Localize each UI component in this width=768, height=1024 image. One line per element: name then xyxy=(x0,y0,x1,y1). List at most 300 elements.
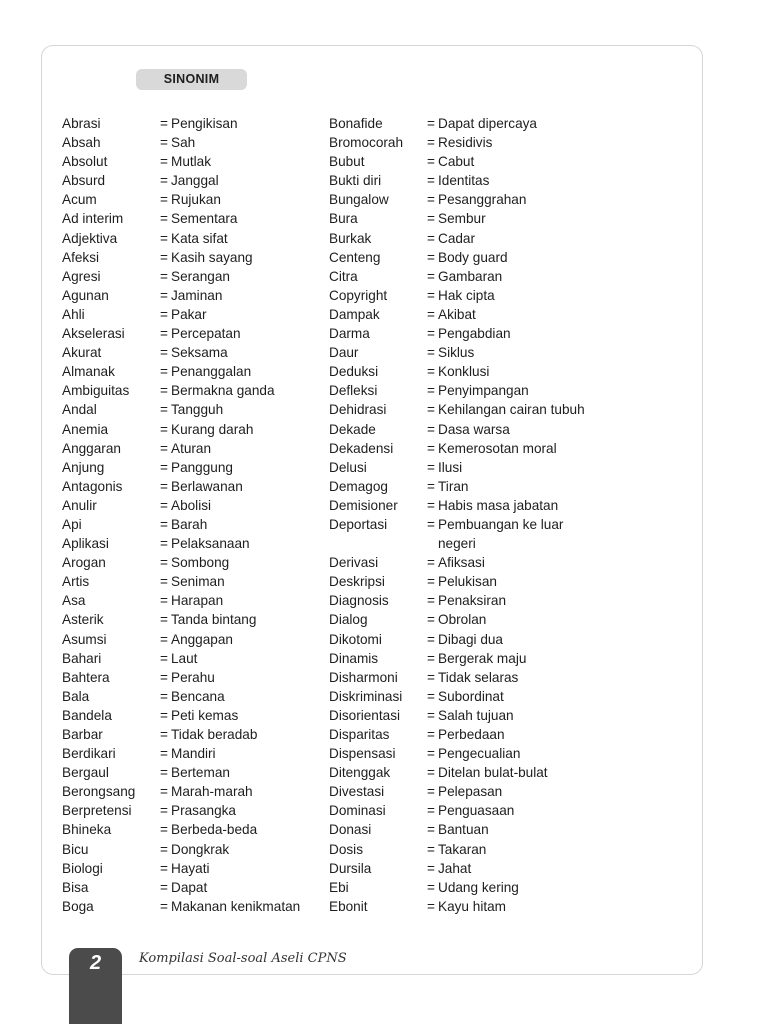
entry-term: Asterik xyxy=(62,612,104,628)
entry-term: Dialog xyxy=(329,612,368,628)
synonym-entry xyxy=(329,706,593,725)
entry-term: Asa xyxy=(62,593,86,609)
entry-term: Dehidrasi xyxy=(329,402,387,418)
entry-equals: = xyxy=(427,593,435,609)
synonym-entry xyxy=(329,668,593,687)
entry-meaning: Sementara xyxy=(171,211,238,227)
synonym-entry xyxy=(62,820,300,839)
entry-meaning: Panggung xyxy=(171,459,233,475)
entry-equals: = xyxy=(160,898,168,914)
entry-meaning: Pembuangan ke luar negeri xyxy=(438,516,564,552)
entry-term: Berpretensi xyxy=(62,803,132,819)
entry-equals: = xyxy=(427,497,435,513)
entry-equals: = xyxy=(427,154,435,170)
entry-meaning: Pakar xyxy=(171,306,207,322)
synonym-column-left xyxy=(62,114,300,916)
entry-meaning: Kurang darah xyxy=(171,421,254,437)
entry-term: Delusi xyxy=(329,459,367,475)
entry-meaning: Pengecualian xyxy=(438,746,521,762)
synonym-entry xyxy=(62,400,300,419)
synonym-entry xyxy=(329,477,593,496)
synonym-entry xyxy=(329,439,593,458)
entry-term: Ambiguitas xyxy=(62,383,130,399)
synonym-entry xyxy=(329,133,593,152)
synonym-entry xyxy=(62,591,300,610)
synonym-entry xyxy=(329,324,593,343)
entry-term: Dikotomi xyxy=(329,631,382,647)
entry-equals: = xyxy=(427,383,435,399)
entry-term: Biologi xyxy=(62,860,103,876)
synonym-entry xyxy=(329,381,593,400)
entry-meaning: Salah tujuan xyxy=(438,707,514,723)
entry-term: Anulir xyxy=(62,497,97,513)
synonym-entry xyxy=(329,400,593,419)
entry-equals: = xyxy=(160,860,168,876)
entry-meaning: Dongkrak xyxy=(171,841,230,857)
entry-term: Deskripsi xyxy=(329,574,385,590)
entry-equals: = xyxy=(160,230,168,246)
entry-equals: = xyxy=(160,402,168,418)
entry-meaning: Kasih sayang xyxy=(171,249,253,265)
synonym-entry xyxy=(329,687,593,706)
entry-equals: = xyxy=(427,574,435,590)
entry-meaning: Berbeda-beda xyxy=(171,822,258,838)
entry-meaning: Mutlak xyxy=(171,154,212,170)
entry-meaning: Makanan kenikmatan xyxy=(171,898,301,914)
entry-meaning: Pelaksanaan xyxy=(171,536,250,552)
synonym-entry xyxy=(329,209,593,228)
entry-equals: = xyxy=(427,898,435,914)
entry-equals: = xyxy=(160,173,168,189)
entry-meaning: Mandiri xyxy=(171,746,216,762)
entry-meaning: Sombong xyxy=(171,555,230,571)
entry-term: Dursila xyxy=(329,860,372,876)
entry-equals: = xyxy=(427,421,435,437)
entry-term: Agunan xyxy=(62,287,109,303)
synonym-entry xyxy=(62,706,300,725)
entry-meaning: Bantuan xyxy=(438,822,489,838)
entry-equals: = xyxy=(160,192,168,208)
entry-meaning: Afiksasi xyxy=(438,555,485,571)
entry-meaning: Perahu xyxy=(171,669,215,685)
entry-equals: = xyxy=(427,116,435,131)
synonym-entry xyxy=(329,248,593,267)
entry-term: Barbar xyxy=(62,727,103,742)
entry-meaning: Seniman xyxy=(171,574,225,590)
entry-equals: = xyxy=(427,860,435,876)
entry-meaning: Dapat xyxy=(171,879,208,895)
entry-term: Anjung xyxy=(62,459,105,475)
entry-equals: = xyxy=(160,688,168,704)
entry-meaning: Pesanggrahan xyxy=(438,192,527,208)
entry-term: Dosis xyxy=(329,841,363,857)
entry-meaning: Habis masa jabatan xyxy=(438,497,559,513)
entry-meaning: Bencana xyxy=(171,688,225,704)
entry-meaning: Cadar xyxy=(438,230,476,246)
entry-equals: = xyxy=(160,593,168,609)
entry-meaning: Kata sifat xyxy=(171,230,228,246)
entry-meaning: Dasa warsa xyxy=(438,421,510,437)
entry-equals: = xyxy=(427,364,435,380)
synonym-entry xyxy=(329,820,593,839)
entry-meaning: Serangan xyxy=(171,268,230,284)
entry-term: Bukti diri xyxy=(329,173,382,189)
entry-term: Disparitas xyxy=(329,727,390,742)
synonym-entry xyxy=(62,496,300,515)
entry-term: Burkak xyxy=(329,230,372,246)
entry-term: Bahari xyxy=(62,650,102,666)
entry-term: Copyright xyxy=(329,287,388,303)
entry-meaning: Penyimpangan xyxy=(438,383,529,399)
synonym-entry xyxy=(329,763,593,782)
synonym-entry xyxy=(329,725,593,744)
section-title: SINONIM xyxy=(136,69,247,90)
entry-meaning: Gambaran xyxy=(438,268,503,284)
synonym-entry xyxy=(329,267,593,286)
entry-equals: = xyxy=(427,765,435,781)
entry-meaning: Pengikisan xyxy=(171,116,238,131)
entry-term: Dominasi xyxy=(329,803,386,819)
synonym-entry xyxy=(62,248,300,267)
entry-equals: = xyxy=(160,364,168,380)
entry-equals: = xyxy=(427,478,435,494)
entry-equals: = xyxy=(160,669,168,685)
synonym-entry xyxy=(62,840,300,859)
synonym-entry xyxy=(62,878,300,897)
entry-meaning: Anggapan xyxy=(171,631,233,647)
entry-equals: = xyxy=(427,287,435,303)
synonym-entry xyxy=(62,801,300,820)
entry-meaning: Takaran xyxy=(438,841,487,857)
entry-equals: = xyxy=(160,784,168,800)
entry-equals: = xyxy=(160,879,168,895)
entry-term: Daur xyxy=(329,345,359,361)
entry-term: Berdikari xyxy=(62,746,116,762)
synonym-entry xyxy=(329,649,593,668)
entry-term: Bromocorah xyxy=(329,135,404,151)
entry-equals: = xyxy=(427,784,435,800)
synonym-column-right xyxy=(329,114,593,916)
entry-term: Dampak xyxy=(329,306,380,322)
entry-term: Anemia xyxy=(62,421,109,437)
synonym-entry xyxy=(329,897,593,916)
entry-meaning: Dibagi dua xyxy=(438,631,503,647)
synonym-entry xyxy=(62,286,300,305)
entry-meaning: Identitas xyxy=(438,173,490,189)
entry-term: Dekadensi xyxy=(329,440,394,456)
entry-meaning: Percepatan xyxy=(171,326,241,342)
entry-meaning: Penanggalan xyxy=(171,364,252,380)
synonym-entry xyxy=(329,229,593,248)
synonym-entry xyxy=(329,496,593,515)
entry-term: Bergaul xyxy=(62,765,109,781)
entry-equals: = xyxy=(160,135,168,151)
synonym-entry xyxy=(62,267,300,286)
entry-meaning: Hak cipta xyxy=(438,287,495,303)
entry-meaning: Kehilangan cairan tubuh xyxy=(438,402,585,418)
entry-equals: = xyxy=(427,822,435,838)
entry-meaning: Peti kemas xyxy=(171,707,239,723)
entry-equals: = xyxy=(427,688,435,704)
entry-term: Bala xyxy=(62,688,90,704)
entry-equals: = xyxy=(160,154,168,170)
synonym-entry xyxy=(62,362,300,381)
entry-term: Bura xyxy=(329,211,358,227)
entry-equals: = xyxy=(427,803,435,819)
entry-term: Ahli xyxy=(62,306,85,322)
synonym-entry xyxy=(329,114,593,133)
entry-meaning: Subordinat xyxy=(438,688,504,704)
synonym-entry xyxy=(62,744,300,763)
entry-term: Arogan xyxy=(62,555,106,571)
synonym-entry xyxy=(329,152,593,171)
entry-equals: = xyxy=(427,459,435,475)
synonym-entry xyxy=(62,859,300,878)
entry-term: Defleksi xyxy=(329,383,378,399)
synonym-entry xyxy=(62,668,300,687)
entry-equals: = xyxy=(427,669,435,685)
synonym-entry xyxy=(329,515,593,553)
entry-equals: = xyxy=(160,574,168,590)
entry-term: Dispensasi xyxy=(329,746,396,762)
entry-meaning: Kemerosotan moral xyxy=(438,440,557,456)
entry-meaning: Kayu hitam xyxy=(438,898,507,914)
entry-meaning: Janggal xyxy=(171,173,219,189)
synonym-entry xyxy=(62,381,300,400)
entry-equals: = xyxy=(160,497,168,513)
synonym-entry xyxy=(329,610,593,629)
entry-equals: = xyxy=(427,516,435,532)
entry-term: Bungalow xyxy=(329,192,389,208)
entry-term: Ebi xyxy=(329,879,349,895)
entry-meaning: Laut xyxy=(171,650,198,666)
entry-term: Afeksi xyxy=(62,249,100,265)
entry-meaning: Pelepasan xyxy=(438,784,503,800)
entry-meaning: Jahat xyxy=(438,860,472,876)
entry-equals: = xyxy=(160,612,168,628)
entry-term: Bhineka xyxy=(62,822,112,838)
synonym-entry xyxy=(62,725,300,744)
entry-term: Derivasi xyxy=(329,555,379,571)
entry-equals: = xyxy=(427,650,435,666)
entry-meaning: Aturan xyxy=(171,440,212,456)
entry-meaning: Obrolan xyxy=(438,612,487,628)
entry-equals: = xyxy=(160,650,168,666)
entry-term: Boga xyxy=(62,898,94,914)
entry-term: Diagnosis xyxy=(329,593,389,609)
book-title: Kompilasi Soal-soal Aseli CPNS xyxy=(139,951,347,966)
synonym-entry xyxy=(329,744,593,763)
entry-equals: = xyxy=(427,841,435,857)
entry-term: Agresi xyxy=(62,268,101,284)
synonym-entry xyxy=(62,534,300,553)
entry-meaning: Barah xyxy=(171,516,208,532)
entry-equals: = xyxy=(160,536,168,552)
entry-equals: = xyxy=(160,631,168,647)
entry-equals: = xyxy=(160,287,168,303)
entry-equals: = xyxy=(427,612,435,628)
entry-equals: = xyxy=(160,116,168,131)
entry-term: Absolut xyxy=(62,154,108,170)
synonym-entry xyxy=(62,458,300,477)
entry-term: Demagog xyxy=(329,478,388,494)
entry-term: Bicu xyxy=(62,841,89,857)
entry-meaning: Jaminan xyxy=(171,287,223,303)
entry-meaning: Tangguh xyxy=(171,402,224,418)
entry-equals: = xyxy=(427,326,435,342)
entry-equals: = xyxy=(427,746,435,762)
synonym-entry xyxy=(329,591,593,610)
entry-meaning: Pelukisan xyxy=(438,574,497,590)
synonym-entry xyxy=(62,439,300,458)
entry-term: Anggaran xyxy=(62,440,121,456)
entry-equals: = xyxy=(427,173,435,189)
entry-equals: = xyxy=(160,555,168,571)
entry-term: Akurat xyxy=(62,345,102,361)
page-number: 2 xyxy=(89,952,102,974)
entry-meaning: Berteman xyxy=(171,765,230,781)
entry-term: Ditenggak xyxy=(329,765,391,781)
synonym-entry xyxy=(62,610,300,629)
synonym-entry xyxy=(62,420,300,439)
entry-meaning: Konklusi xyxy=(438,364,490,380)
entry-term: Absah xyxy=(62,135,101,151)
synonym-entry xyxy=(62,553,300,572)
entry-meaning: Rujukan xyxy=(171,192,221,208)
entry-meaning: Body guard xyxy=(438,249,508,265)
synonym-entry xyxy=(329,859,593,878)
synonym-entry xyxy=(62,649,300,668)
entry-term: Divestasi xyxy=(329,784,385,800)
synonym-entry xyxy=(329,190,593,209)
synonym-entry xyxy=(62,152,300,171)
entry-equals: = xyxy=(160,803,168,819)
synonym-entry xyxy=(62,305,300,324)
entry-meaning: Ilusi xyxy=(438,459,463,475)
entry-equals: = xyxy=(427,631,435,647)
entry-equals: = xyxy=(160,516,168,532)
entry-equals: = xyxy=(427,727,435,742)
entry-equals: = xyxy=(427,249,435,265)
entry-meaning: Tidak selaras xyxy=(438,669,519,685)
entry-term: Absurd xyxy=(62,173,106,189)
entry-term: Dinamis xyxy=(329,650,379,666)
entry-term: Demisioner xyxy=(329,497,398,513)
synonym-entry xyxy=(62,763,300,782)
entry-equals: = xyxy=(160,841,168,857)
entry-equals: = xyxy=(427,402,435,418)
entry-equals: = xyxy=(427,211,435,227)
entry-equals: = xyxy=(427,230,435,246)
entry-term: Asumsi xyxy=(62,631,107,647)
entry-meaning: Residivis xyxy=(438,135,493,151)
synonym-entry xyxy=(62,324,300,343)
entry-term: Andal xyxy=(62,402,97,418)
entry-term: Acum xyxy=(62,192,97,208)
entry-equals: = xyxy=(427,306,435,322)
entry-meaning: Tanda bintang xyxy=(171,612,257,628)
entry-term: Akselerasi xyxy=(62,326,125,342)
synonym-entry xyxy=(329,343,593,362)
entry-equals: = xyxy=(427,268,435,284)
synonym-entry xyxy=(62,782,300,801)
entry-equals: = xyxy=(160,345,168,361)
synonym-entry xyxy=(62,229,300,248)
entry-equals: = xyxy=(160,306,168,322)
entry-equals: = xyxy=(160,478,168,494)
entry-equals: = xyxy=(427,135,435,151)
entry-meaning: Perbedaan xyxy=(438,727,505,742)
entry-equals: = xyxy=(427,345,435,361)
entry-meaning: Abolisi xyxy=(171,497,212,513)
entry-meaning: Prasangka xyxy=(171,803,236,819)
entry-term: Bahtera xyxy=(62,669,110,685)
entry-equals: = xyxy=(160,421,168,437)
entry-meaning: Sah xyxy=(171,135,196,151)
synonym-entry xyxy=(329,553,593,572)
entry-term: Almanak xyxy=(62,364,115,380)
entry-meaning: Ditelan bulat-bulat xyxy=(438,765,548,781)
entry-term: Adjektiva xyxy=(62,230,118,246)
entry-term: Aplikasi xyxy=(62,536,109,552)
entry-meaning: Tidak beradab xyxy=(171,727,258,742)
entry-term: Disharmoni xyxy=(329,669,398,685)
entry-term: Disorientasi xyxy=(329,707,401,723)
synonym-entry xyxy=(329,420,593,439)
entry-meaning: Hayati xyxy=(171,860,210,876)
entry-equals: = xyxy=(160,326,168,342)
entry-equals: = xyxy=(160,727,168,742)
entry-equals: = xyxy=(160,765,168,781)
entry-equals: = xyxy=(427,707,435,723)
entry-meaning: Sembur xyxy=(438,211,486,227)
entry-term: Api xyxy=(62,516,82,532)
synonym-entry xyxy=(62,572,300,591)
entry-meaning: Marah-marah xyxy=(171,784,253,800)
synonym-entry xyxy=(62,477,300,496)
entry-meaning: Penguasaan xyxy=(438,803,515,819)
synonym-entry xyxy=(62,687,300,706)
entry-meaning: Penaksiran xyxy=(438,593,507,609)
synonym-entry xyxy=(62,133,300,152)
entry-meaning: Harapan xyxy=(171,593,224,609)
entry-meaning: Tiran xyxy=(438,478,469,494)
synonym-entry xyxy=(329,286,593,305)
synonym-entry xyxy=(62,630,300,649)
entry-term: Citra xyxy=(329,268,358,284)
synonym-entry xyxy=(62,171,300,190)
synonym-entry xyxy=(62,209,300,228)
synonym-entry xyxy=(62,897,300,916)
synonym-entry xyxy=(329,458,593,477)
synonym-entry xyxy=(62,190,300,209)
synonym-entry xyxy=(329,630,593,649)
entry-term: Donasi xyxy=(329,822,372,838)
entry-equals: = xyxy=(160,249,168,265)
entry-term: Deduksi xyxy=(329,364,379,380)
entry-term: Bisa xyxy=(62,879,89,895)
entry-term: Darma xyxy=(329,326,370,342)
synonym-entry xyxy=(329,171,593,190)
entry-meaning: Berlawanan xyxy=(171,478,243,494)
entry-term: Antagonis xyxy=(62,478,123,494)
entry-meaning: Pengabdian xyxy=(438,326,511,342)
entry-term: Bonafide xyxy=(329,116,383,131)
entry-meaning: Udang kering xyxy=(438,879,519,895)
entry-meaning: Akibat xyxy=(438,306,476,322)
entry-equals: = xyxy=(160,440,168,456)
entry-meaning: Cabut xyxy=(438,154,475,170)
